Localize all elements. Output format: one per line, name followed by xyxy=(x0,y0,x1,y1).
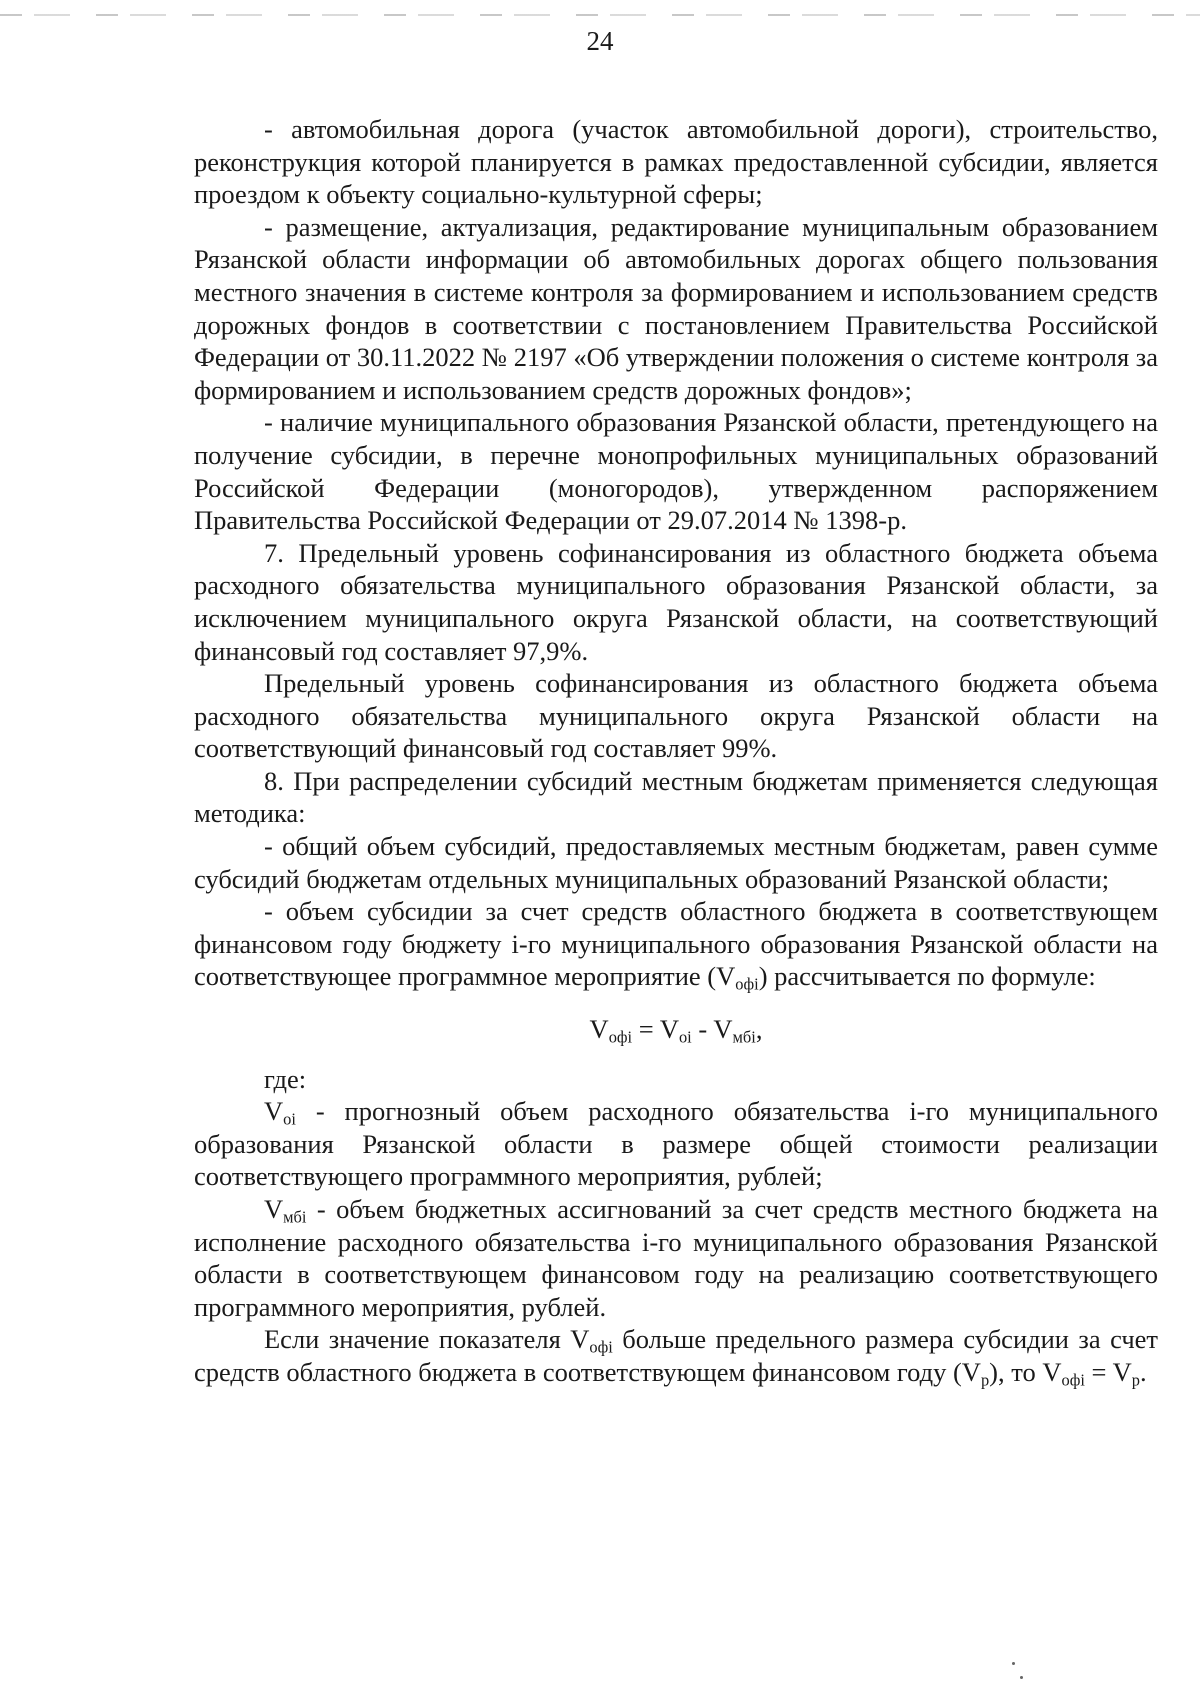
paragraph-road-info-system: - размещение, актуализация, редактирование муниципальным образованием Рязанской области информации об автомобильных дорогах общего пользования местного значения в системе контроля за формированием и использованием средств дорожных фондов в соответствии с постановлением Правительства Российской Федерации от 30.11.2022 № 2197 «Об утверждении положения о системе контроля за формированием и использованием средств дорожных фондов»; xyxy=(194,211,1158,405)
paragraph-cofinancing-level: 7. Предельный уровень софинансирования из областного бюджета объема расходного обязательства муниципального образования Рязанской области, за исключением муниципального округа Рязанской области, на соответствующий финансовый год составляет 97,9%. xyxy=(194,537,1158,666)
page-number: 24 xyxy=(586,26,614,56)
paragraph-road-project: - автомобильная дорога (участок автомобильной дороги), строительство, реконструкция которой планируется в рамках предоставленной субсидии, является проездом к объекту социально-культурной сферы; xyxy=(194,114,1158,210)
document-body xyxy=(194,113,1158,1389)
paragraph-monotown-list: - наличие муниципального образования Рязанской области, претендующего на получение субсидии, в перечне монопрофильных муниципальных образований Российской Федерации (моногородов), утвержденном распоряжением Правительства Российской Федерации от 29.07.2014 № 1398-р. xyxy=(194,407,1158,536)
scan-speck xyxy=(1012,1662,1015,1665)
subsidy-formula: $V_{офi} = V_{оi} - V_{мбi}$, xyxy=(589,1014,763,1047)
scan-speck xyxy=(1020,1676,1023,1679)
paragraph-limit-rule: Если значение показателя $V_{офi}$ больше предельного размера субсидии за счет средств областного бюджета в соответствующем финансовом году $(V_р)$, то $V_{офi} = V_р$. xyxy=(194,1324,1158,1390)
where-label: где: xyxy=(264,1063,307,1094)
definition-voi: $V_{оi}$ - прогнозный объем расходного обязательства i-го муниципального образования Рязанской области в размере общей стоимости реализации соответствующего программного мероприятия, рублей; xyxy=(194,1096,1158,1192)
paragraph-distribution-method: 8. При распределении субсидий местным бюджетам применяется следующая методика: xyxy=(194,765,1158,829)
paragraph-total-volume: - общий объем субсидий, предоставляемых местным бюджетам, равен сумме субсидий бюджетам отдельных муниципальных образований Рязанской области; xyxy=(194,831,1158,894)
definition-vmbi: $V_{мбi}$ - объем бюджетных ассигнований за счет средств местного бюджета на исполнение расходного обязательства i-го муниципального образования Рязанской области в соответствующем финансовом году на реализацию соответствующего программного мероприятия, рублей. xyxy=(194,1194,1158,1322)
paragraph-cofinancing-district: Предельный уровень софинансирования из областного бюджета объема расходного обязательства муниципального округа Рязанской области на соответствующий финансовый год составляет 99%. xyxy=(194,668,1158,764)
paragraph-subsidy-volume: - объем субсидии за счет средств областного бюджета в соответствующем финансовом году бюджету i-го муниципального образования Рязанской области на соответствующее программное мероприятие $(V_{офi})$ рассчитывается по формуле: xyxy=(194,896,1158,995)
scan-edge-artifact xyxy=(0,14,1200,16)
